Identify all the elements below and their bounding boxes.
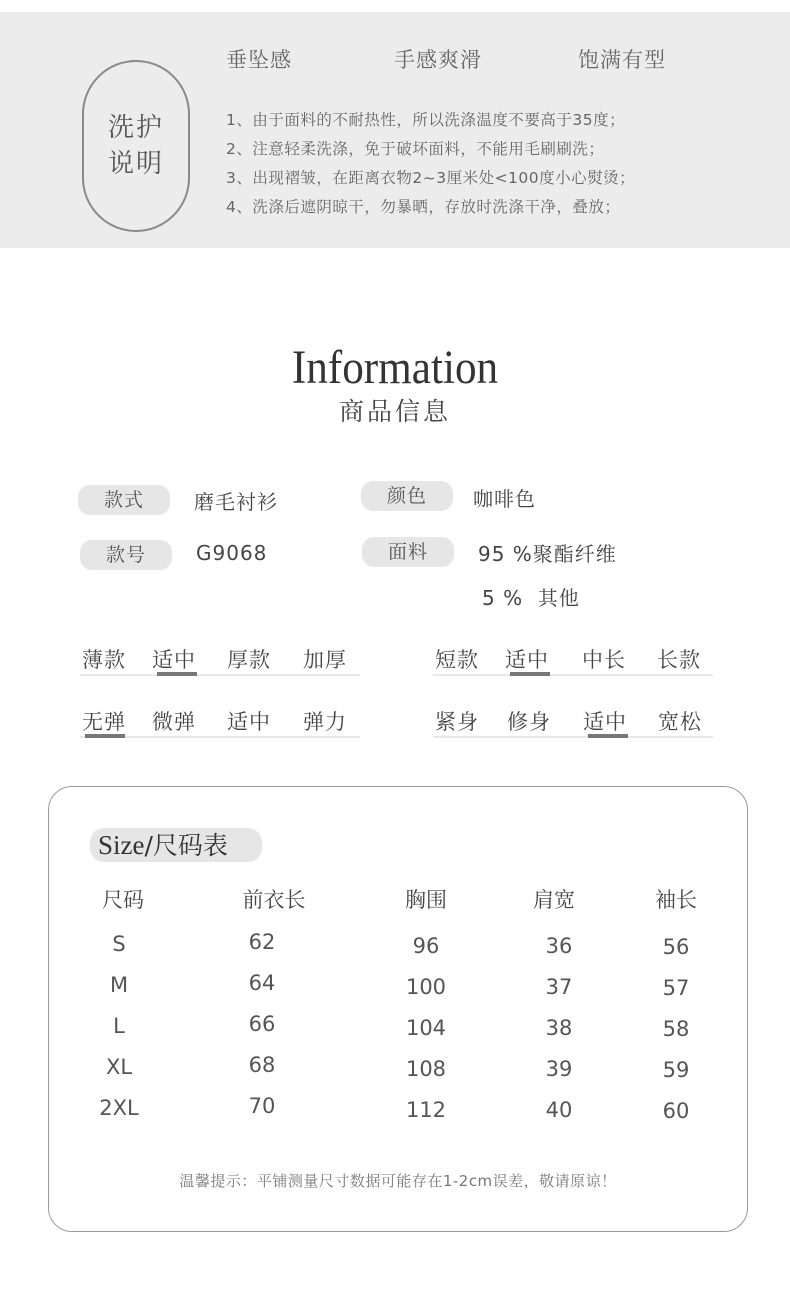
- fit-option-selected: 适中: [583, 710, 627, 734]
- measure-cell: 68: [248, 1053, 276, 1077]
- length-option-selected: 适中: [505, 648, 549, 672]
- fit-scale-line: [433, 736, 713, 738]
- measure-cell: 57: [662, 976, 690, 1000]
- col-header-size: 尺码: [102, 888, 144, 912]
- measure-cell: 104: [405, 1016, 447, 1040]
- fit-option: 紧身: [435, 710, 479, 734]
- length-option: 中长: [582, 648, 626, 672]
- measure-cell: 66: [248, 1012, 276, 1036]
- col-header-sleeve: 袖长: [655, 888, 697, 912]
- care-rule: 3、出现褶皱，在距离衣物2~3厘米处<100度小心熨烫；: [226, 169, 636, 187]
- measure-cell: 60: [662, 1099, 690, 1123]
- care-badge-line2: 说明: [107, 149, 164, 179]
- measure-cell: 40: [545, 1098, 573, 1122]
- fabric-label: 面料: [362, 537, 454, 567]
- elasticity-option-selected: 无弹: [82, 710, 126, 734]
- thickness-scale-line: [80, 674, 360, 676]
- measure-cell: 36: [545, 934, 573, 958]
- care-rule: 2、注意轻柔洗涤，免于破坏面料，不能用毛刷刷洗；: [226, 140, 605, 158]
- style-value: 磨毛衬衫: [194, 490, 278, 514]
- care-feature-shape: 饱满有型: [578, 48, 666, 72]
- info-subtitle: 商品信息: [338, 397, 451, 426]
- elasticity-option: 微弹: [152, 710, 196, 734]
- elasticity-option: 适中: [227, 710, 271, 734]
- size-cell: XL: [105, 1055, 133, 1079]
- care-badge: [82, 60, 190, 232]
- measure-cell: 58: [662, 1017, 690, 1041]
- care-feature-smooth: 手感爽滑: [394, 48, 482, 72]
- style-label: 款式: [78, 485, 170, 515]
- measure-cell: 112: [405, 1098, 447, 1122]
- fabric-line2: 5 % 其他: [482, 586, 580, 610]
- measure-cell: 39: [545, 1057, 573, 1081]
- thickness-option: 加厚: [303, 648, 347, 672]
- fabric-line1: 95 %聚酯纤维: [478, 542, 617, 566]
- size-table-title: [90, 828, 262, 862]
- color-label: 颜色: [361, 481, 453, 511]
- size-note: 温馨提示：平铺测量尺寸数据可能存在1-2cm误差，敬请原谅！: [179, 1172, 617, 1190]
- code-label: 款号: [80, 540, 172, 570]
- code-value: G9068: [196, 541, 268, 565]
- size-cell: M: [109, 973, 129, 997]
- size-title-cn: /尺码表: [144, 831, 228, 860]
- measure-cell: 108: [405, 1057, 447, 1081]
- fit-option: 宽松: [658, 710, 702, 734]
- measure-cell: 96: [412, 934, 440, 958]
- care-feature-drape: 垂坠感: [226, 48, 292, 72]
- size-cell: S: [112, 932, 126, 956]
- length-option: 长款: [657, 648, 701, 672]
- size-cell: 2XL: [99, 1096, 139, 1120]
- measure-cell: 62: [248, 930, 276, 954]
- measure-cell: 70: [248, 1094, 276, 1118]
- measure-cell: 59: [662, 1058, 690, 1082]
- elasticity-option: 弹力: [303, 710, 347, 734]
- size-cell: L: [113, 1014, 125, 1038]
- col-header-length: 前衣长: [242, 888, 306, 912]
- care-badge-line1: 洗护: [107, 113, 164, 143]
- length-option: 短款: [435, 648, 479, 672]
- col-header-shoulder: 肩宽: [533, 888, 575, 912]
- thickness-option: 厚款: [227, 648, 271, 672]
- care-rule: 4、洗涤后遮阴晾干，勿暴晒，存放时洗涤干净，叠放；: [226, 198, 621, 216]
- measure-cell: 56: [662, 935, 690, 959]
- measure-cell: 100: [405, 975, 447, 999]
- thickness-option: 薄款: [82, 648, 126, 672]
- care-rule: 1、由于面料的不耐热性，所以洗涤温度不要高于35度；: [226, 111, 626, 129]
- measure-cell: 38: [545, 1016, 573, 1040]
- measure-cell: 64: [248, 971, 276, 995]
- measure-cell: 37: [545, 975, 573, 999]
- length-scale-line: [433, 674, 713, 676]
- size-title-en: Size: [98, 830, 145, 860]
- fit-option: 修身: [507, 710, 551, 734]
- info-title: Information: [291, 341, 499, 394]
- thickness-option-selected: 适中: [152, 648, 196, 672]
- col-header-chest: 胸围: [405, 888, 447, 912]
- color-value: 咖啡色: [473, 487, 536, 511]
